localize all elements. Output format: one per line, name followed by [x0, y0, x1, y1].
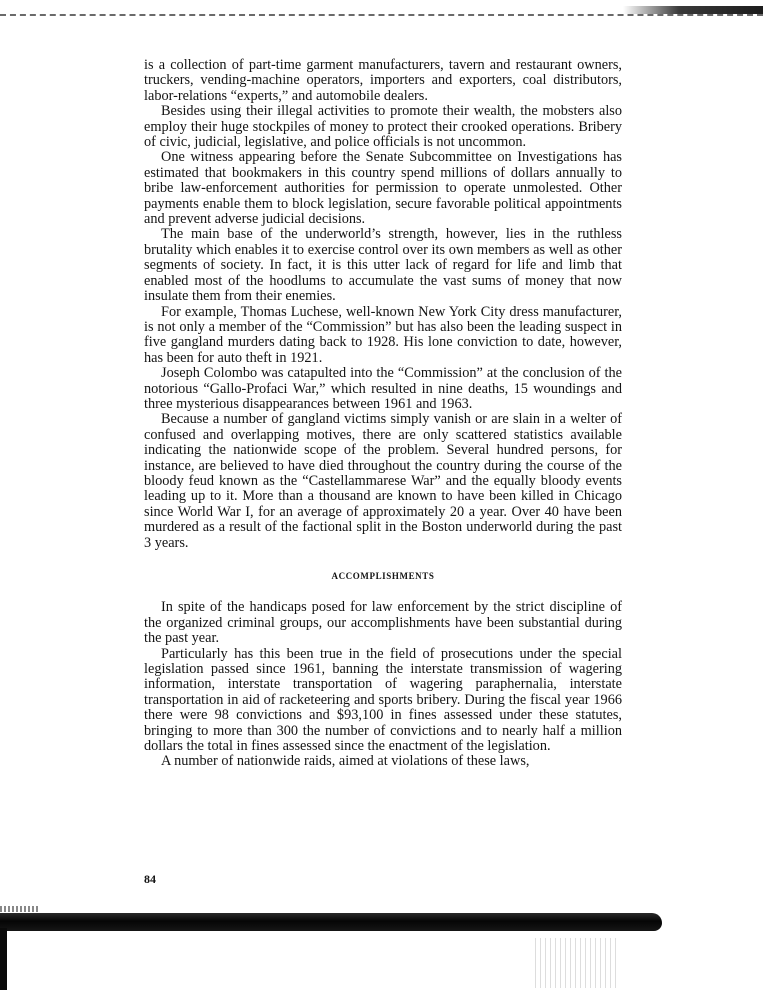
paragraph: Joseph Colombo was catapulted into the “Commission” at the conclusion of the notorious “Gallo-Profaci War,” which resulted in nine deaths, 15 woundings and three mysterious disappearances between 1961 and 1963.	[144, 365, 622, 412]
binding-spine	[0, 928, 7, 990]
scan-speckle	[535, 938, 620, 988]
scan-shadow-top-right	[623, 6, 763, 14]
document-body	[144, 58, 622, 770]
paragraph: In spite of the handicaps posed for law enforcement by the strict discipline of the organized criminal groups, our accomplishments have been substantial during the past year.	[144, 599, 622, 647]
scan-artifact	[0, 906, 40, 912]
binding-shadow-bar	[0, 913, 662, 931]
paragraph-truncated: A number of nationwide raids, aimed at violations of these laws,	[161, 753, 530, 770]
paragraph: Besides using their illegal activities to promote their wealth, the mobsters also employ their huge stockpiles of money to protect their crooked operations. Bribery of civic, judicial, legislative, and police officials is not uncommon.	[144, 103, 622, 151]
paragraph-continuation: is a collection of part-time garment manufacturers, tavern and restaurant owners, truckers, vending-machine operators, importers and exporters, coal distributors, labor-relations “experts,” and automobile dealers.	[144, 57, 622, 104]
section-heading: ACCOMPLISHMENTS	[331, 571, 435, 581]
paragraph: For example, Thomas Luchese, well-known New York City dress manufacturer, is not only a member of the “Commission” but has also been the leading suspect in five gangland murders dating back to 1928. His lone conviction to date, however, has been for auto theft in 1921.	[144, 303, 622, 366]
paragraph: The main base of the underworld’s strength, however, lies in the ruthless brutality which enables it to exercise control over its own members as well as other segments of society. In fact, it is this utter lack of regard for life and limb that enabled most of the hoodlums to accumulate the vast sums of money that now insulate them from their enemies.	[144, 226, 622, 305]
paragraph: One witness appearing before the Senate Subcommittee on Investigations has estimated that bookmakers in this country spend millions of dollars annually to bribe law-enforcement authorities for permission to operate unmolested. Other payments enable them to block legislation, secure favorable political appointments and prevent adverse judicial decisions.	[144, 149, 622, 228]
page-number: 84	[144, 872, 156, 886]
paragraph: Because a number of gangland victims simply vanish or are slain in a welter of confused and overlapping motives, there are only scattered statistics available indicating the nationwide scope of the problem. Several hundred persons, for instance, are believed to have died throughout the country during the course of the bloody feud known as the “Castellammarese War” and the equally bloody events leading up to it. More than a thousand are known to have been killed in Chicago since World War I, for an average of approximately 20 a year. Over 40 have been murdered as a result of the factional split in the Boston underworld during the past 3 years.	[144, 411, 622, 551]
paragraph: Particularly has this been true in the field of prosecutions under the special legislation passed since 1961, banning the interstate transmission of wagering information, interstate transportation of wagering paraphernalia, interstate transportation in aid of racketeering and sports bribery. During the fiscal year 1966 there were 98 convictions and $93,100 in fines assessed under these statutes, bringing to more than 300 the number of convictions and to nearly half a million dollars the total in fines assessed since the enactment of the legislation.	[144, 645, 622, 755]
